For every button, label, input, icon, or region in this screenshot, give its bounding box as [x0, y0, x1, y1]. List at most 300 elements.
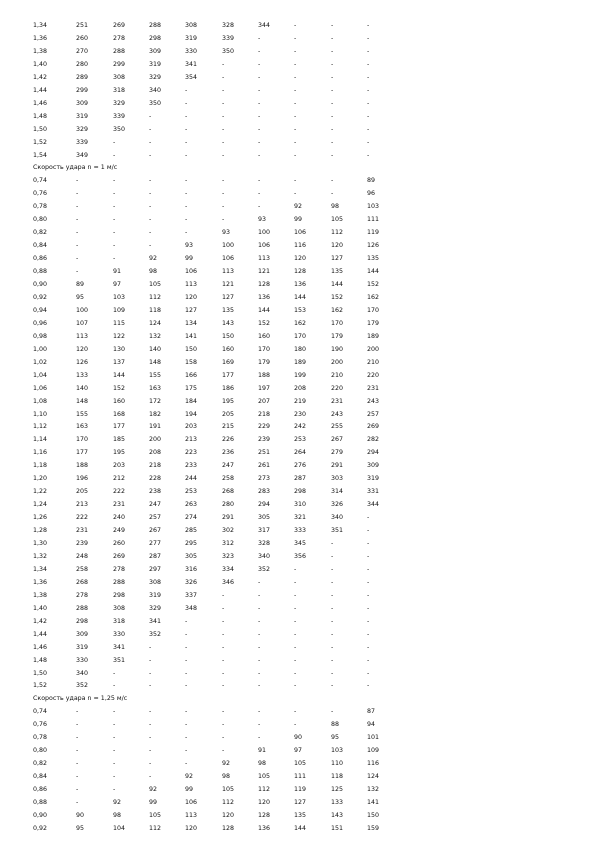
value-cell: 228: [149, 475, 162, 483]
value-cell: -: [258, 682, 261, 690]
table-row: [0, 706, 595, 718]
value-cell: 260: [113, 540, 126, 547]
value-cell: -: [331, 604, 334, 612]
value-cell: 298: [294, 488, 307, 496]
value-cell: 238: [149, 488, 162, 496]
value-cell: 330: [185, 47, 198, 55]
value-cell: -: [222, 216, 225, 224]
value-cell: -: [149, 216, 152, 224]
table-row: [0, 784, 595, 796]
value-cell: 340: [149, 86, 162, 94]
table-row: [0, 279, 595, 291]
value-cell: -: [258, 708, 261, 716]
value-cell: 280: [76, 60, 89, 68]
value-cell: 132: [367, 786, 380, 794]
value-cell: -: [149, 125, 152, 133]
value-cell: 287: [149, 552, 162, 560]
value-cell: -: [258, 60, 261, 68]
value-cell: 317: [258, 527, 271, 535]
value-cell: -: [185, 617, 188, 625]
value-cell: 135: [222, 306, 235, 314]
value-cell: 351: [113, 656, 126, 664]
value-cell: -: [113, 682, 116, 690]
value-cell: -: [222, 656, 225, 664]
value-cell: 269: [367, 423, 380, 431]
value-cell: -: [113, 734, 116, 742]
value-cell: -: [258, 86, 261, 94]
value-cell: 319: [149, 60, 162, 68]
value-cell: 99: [185, 786, 194, 794]
value-cell: 190: [331, 345, 344, 353]
value-cell: 298: [149, 34, 162, 42]
value-cell: 91: [113, 268, 122, 276]
value-cell: -: [294, 578, 297, 586]
row-label-cell: 1,48: [33, 112, 48, 120]
value-cell: 148: [76, 397, 89, 405]
row-label-cell: 1,06: [33, 384, 48, 392]
table-row: [0, 745, 595, 757]
value-cell: 106: [185, 799, 198, 806]
table-row: [0, 46, 595, 58]
value-cell: 152: [113, 384, 126, 392]
value-cell: -: [331, 565, 334, 573]
row-label-cell: 0,78: [33, 734, 48, 742]
value-cell: -: [222, 151, 225, 159]
value-cell: -: [76, 242, 79, 250]
value-cell: 326: [331, 501, 344, 509]
value-cell: -: [367, 60, 370, 68]
value-cell: 194: [185, 410, 198, 418]
value-cell: -: [185, 151, 188, 159]
value-cell: 312: [222, 540, 235, 547]
value-cell: 160: [113, 397, 126, 405]
value-cell: 144: [331, 281, 344, 288]
value-cell: 258: [222, 475, 235, 483]
value-cell: -: [222, 591, 225, 599]
value-cell: 133: [331, 799, 344, 806]
value-cell: 113: [258, 255, 271, 263]
value-cell: 222: [76, 514, 89, 522]
value-cell: 318: [113, 617, 126, 625]
value-cell: 314: [331, 488, 344, 496]
value-cell: 229: [258, 423, 271, 431]
value-cell: -: [113, 216, 116, 224]
value-cell: -: [149, 669, 152, 677]
value-cell: 134: [185, 319, 198, 327]
value-cell: 90: [76, 811, 85, 819]
value-cell: 248: [76, 552, 89, 560]
value-cell: 222: [113, 488, 126, 496]
value-cell: 278: [113, 34, 126, 42]
value-cell: 297: [149, 565, 162, 573]
value-cell: -: [294, 99, 297, 107]
value-cell: -: [294, 656, 297, 664]
value-cell: -: [294, 138, 297, 146]
value-cell: -: [294, 47, 297, 55]
value-cell: 158: [185, 358, 198, 366]
value-cell: 329: [76, 125, 89, 133]
table-row: [0, 137, 595, 149]
value-cell: 99: [149, 799, 158, 806]
row-label-cell: 1,32: [33, 552, 48, 560]
value-cell: 186: [222, 384, 235, 392]
table-row: [0, 732, 595, 744]
value-cell: 112: [258, 786, 271, 794]
value-cell: 354: [185, 73, 198, 81]
value-cell: 308: [185, 22, 198, 29]
value-cell: 212: [113, 475, 126, 483]
value-cell: 200: [367, 345, 380, 353]
value-cell: 136: [294, 281, 307, 288]
value-cell: 257: [367, 410, 380, 418]
value-cell: 299: [113, 60, 126, 68]
value-cell: -: [367, 591, 370, 599]
value-cell: -: [185, 229, 188, 237]
value-cell: -: [113, 669, 116, 677]
value-cell: 251: [76, 22, 89, 29]
value-cell: -: [331, 190, 334, 198]
value-cell: 135: [294, 811, 307, 819]
value-cell: -: [258, 190, 261, 198]
value-cell: 331: [367, 488, 380, 496]
value-cell: 305: [258, 514, 271, 522]
value-cell: 105: [331, 216, 344, 224]
row-label-cell: 0,92: [33, 824, 48, 832]
value-cell: 118: [331, 773, 344, 781]
value-cell: 283: [258, 488, 271, 496]
value-cell: 351: [331, 527, 344, 535]
table-row: [0, 668, 595, 680]
row-label-cell: 0,82: [33, 229, 48, 237]
value-cell: 329: [113, 99, 126, 107]
value-cell: 136: [258, 824, 271, 832]
table-row: [0, 823, 595, 835]
value-cell: -: [222, 682, 225, 690]
value-cell: 127: [294, 799, 307, 806]
value-cell: 356: [294, 552, 307, 560]
value-cell: 285: [185, 527, 198, 535]
value-cell: 309: [76, 99, 89, 107]
value-cell: 188: [76, 462, 89, 470]
value-cell: -: [258, 47, 261, 55]
value-cell: 303: [331, 475, 344, 483]
value-cell: -: [149, 643, 152, 651]
value-cell: 220: [331, 384, 344, 392]
table-row: [0, 512, 595, 524]
value-cell: 92: [149, 786, 158, 794]
value-cell: 180: [294, 345, 307, 353]
value-cell: 120: [222, 811, 235, 819]
value-cell: 276: [294, 462, 307, 470]
value-cell: -: [76, 799, 79, 806]
value-cell: 182: [149, 410, 162, 418]
row-label-cell: 1,54: [33, 151, 48, 159]
value-cell: 329: [149, 604, 162, 612]
value-cell: 218: [258, 410, 271, 418]
value-cell: 168: [113, 410, 126, 418]
value-cell: 291: [331, 462, 344, 470]
value-cell: -: [185, 747, 188, 755]
section-heading: Скорость удара n = 1 м/с: [33, 164, 118, 172]
value-cell: -: [258, 656, 261, 664]
table-row: [0, 318, 595, 330]
value-cell: -: [149, 721, 152, 729]
value-cell: -: [149, 151, 152, 159]
value-cell: 179: [331, 332, 344, 340]
value-cell: 112: [331, 229, 344, 237]
row-label-cell: 1,12: [33, 423, 48, 431]
row-label-cell: 0,82: [33, 760, 48, 768]
value-cell: 170: [331, 319, 344, 327]
value-cell: -: [222, 112, 225, 120]
value-cell: 152: [367, 281, 380, 288]
value-cell: -: [76, 203, 79, 211]
value-cell: 179: [258, 358, 271, 366]
value-cell: 141: [185, 332, 198, 340]
value-cell: 339: [222, 34, 235, 42]
value-cell: 125: [331, 786, 344, 794]
value-cell: 184: [185, 397, 198, 405]
row-label-cell: 0,76: [33, 190, 48, 198]
value-cell: 90: [294, 734, 303, 742]
value-cell: -: [294, 669, 297, 677]
row-label-cell: 0,80: [33, 747, 48, 755]
value-cell: 213: [185, 436, 198, 444]
value-cell: 95: [76, 824, 85, 832]
value-cell: 333: [294, 527, 307, 535]
value-cell: 177: [76, 449, 89, 457]
row-label-cell: 1,26: [33, 514, 48, 522]
value-cell: 210: [367, 358, 380, 366]
row-label-cell: 1,52: [33, 682, 48, 690]
table-row: [0, 460, 595, 472]
value-cell: 215: [222, 423, 235, 431]
row-label-cell: 1,34: [33, 22, 48, 29]
value-cell: 148: [149, 358, 162, 366]
value-cell: -: [149, 138, 152, 146]
table-row: [0, 331, 595, 343]
value-cell: 253: [294, 436, 307, 444]
value-cell: 341: [149, 617, 162, 625]
value-cell: -: [367, 552, 370, 560]
value-cell: -: [113, 151, 116, 159]
value-cell: 92: [294, 203, 303, 211]
value-cell: -: [258, 125, 261, 133]
value-cell: 345: [294, 540, 307, 547]
value-cell: 344: [367, 501, 380, 509]
value-cell: 308: [149, 578, 162, 586]
value-cell: -: [222, 721, 225, 729]
value-cell: 170: [76, 436, 89, 444]
value-cell: 120: [185, 293, 198, 301]
value-cell: 120: [331, 242, 344, 250]
value-cell: -: [76, 773, 79, 781]
value-cell: -: [149, 708, 152, 716]
value-cell: -: [76, 268, 79, 276]
value-cell: 244: [185, 475, 198, 483]
value-cell: -: [185, 630, 188, 638]
value-cell: -: [76, 747, 79, 755]
value-cell: 128: [222, 824, 235, 832]
value-cell: -: [331, 47, 334, 55]
value-cell: 126: [367, 242, 380, 250]
value-cell: 120: [258, 799, 271, 806]
value-cell: -: [331, 578, 334, 586]
value-cell: 144: [113, 371, 126, 379]
value-cell: 152: [331, 293, 344, 301]
value-cell: -: [294, 177, 297, 185]
value-cell: -: [258, 73, 261, 81]
row-label-cell: 1,48: [33, 656, 48, 664]
value-cell: 305: [185, 552, 198, 560]
value-cell: -: [185, 682, 188, 690]
value-cell: 308: [113, 73, 126, 81]
value-cell: -: [222, 669, 225, 677]
value-cell: 150: [222, 332, 235, 340]
value-cell: 127: [331, 255, 344, 263]
value-cell: 116: [367, 760, 380, 768]
value-cell: 352: [149, 630, 162, 638]
value-cell: 112: [149, 824, 162, 832]
value-cell: -: [367, 112, 370, 120]
value-cell: -: [367, 540, 370, 547]
row-label-cell: 1,44: [33, 630, 48, 638]
value-cell: 155: [149, 371, 162, 379]
value-cell: -: [185, 216, 188, 224]
value-cell: 195: [113, 449, 126, 457]
table-row: [0, 577, 595, 589]
value-cell: 278: [76, 591, 89, 599]
value-cell: 162: [331, 306, 344, 314]
value-cell: 128: [258, 281, 271, 288]
value-cell: -: [331, 177, 334, 185]
value-cell: 92: [185, 773, 194, 781]
value-cell: 141: [367, 799, 380, 806]
value-cell: -: [294, 617, 297, 625]
value-cell: -: [149, 177, 152, 185]
table-row: [0, 253, 595, 265]
table-row: [0, 486, 595, 498]
value-cell: 109: [367, 747, 380, 755]
value-cell: 170: [367, 306, 380, 314]
value-cell: 240: [113, 514, 126, 522]
value-cell: -: [185, 656, 188, 664]
value-cell: 128: [294, 268, 307, 276]
row-label-cell: 1,20: [33, 475, 48, 483]
value-cell: 328: [222, 22, 235, 29]
table-row: [0, 124, 595, 136]
value-cell: -: [222, 747, 225, 755]
value-cell: 302: [222, 527, 235, 535]
value-cell: 122: [113, 332, 126, 340]
value-cell: 269: [113, 22, 126, 29]
table-row: [0, 719, 595, 731]
table-row: [0, 227, 595, 239]
value-cell: -: [113, 721, 116, 729]
value-cell: 121: [222, 281, 235, 288]
value-cell: 340: [76, 669, 89, 677]
table-row: [0, 344, 595, 356]
value-cell: 177: [113, 423, 126, 431]
value-cell: 326: [185, 578, 198, 586]
value-cell: 127: [185, 306, 198, 314]
value-cell: -: [185, 643, 188, 651]
value-cell: 242: [294, 423, 307, 431]
value-cell: -: [113, 190, 116, 198]
value-cell: -: [294, 721, 297, 729]
value-cell: -: [331, 617, 334, 625]
value-cell: -: [185, 177, 188, 185]
value-cell: 231: [76, 527, 89, 535]
row-label-cell: 0,90: [33, 281, 48, 288]
value-cell: -: [258, 617, 261, 625]
value-cell: 350: [222, 47, 235, 55]
value-cell: -: [294, 591, 297, 599]
value-cell: -: [331, 60, 334, 68]
value-cell: 231: [331, 397, 344, 405]
value-cell: 267: [149, 527, 162, 535]
value-cell: 106: [258, 242, 271, 250]
value-cell: -: [185, 138, 188, 146]
value-cell: -: [222, 617, 225, 625]
value-cell: -: [367, 565, 370, 573]
value-cell: 231: [367, 384, 380, 392]
row-label-cell: 0,86: [33, 255, 48, 263]
value-cell: 270: [76, 47, 89, 55]
table-row: [0, 473, 595, 485]
value-cell: 128: [258, 811, 271, 819]
value-cell: 205: [222, 410, 235, 418]
value-cell: -: [185, 112, 188, 120]
value-cell: -: [76, 216, 79, 224]
value-cell: -: [367, 630, 370, 638]
value-cell: -: [113, 203, 116, 211]
value-cell: 274: [185, 514, 198, 522]
value-cell: -: [258, 734, 261, 742]
value-cell: 233: [185, 462, 198, 470]
value-cell: 189: [294, 358, 307, 366]
value-cell: 126: [76, 358, 89, 366]
row-label-cell: 1,38: [33, 47, 48, 55]
value-cell: -: [258, 112, 261, 120]
value-cell: -: [367, 604, 370, 612]
table-row: [0, 771, 595, 783]
value-cell: -: [76, 786, 79, 794]
value-cell: 278: [113, 565, 126, 573]
value-cell: -: [76, 708, 79, 716]
value-cell: 98: [149, 268, 158, 276]
value-cell: 219: [294, 397, 307, 405]
row-label-cell: 1,30: [33, 540, 48, 547]
value-cell: -: [294, 604, 297, 612]
value-cell: -: [149, 773, 152, 781]
value-cell: 236: [222, 449, 235, 457]
value-cell: 144: [367, 268, 380, 276]
table-row: [0, 240, 595, 252]
value-cell: 269: [113, 552, 126, 560]
row-label-cell: 1,34: [33, 565, 48, 573]
value-cell: -: [294, 643, 297, 651]
value-cell: -: [258, 151, 261, 159]
value-cell: -: [222, 99, 225, 107]
value-cell: 137: [113, 358, 126, 366]
value-cell: 132: [149, 332, 162, 340]
value-cell: 188: [258, 371, 271, 379]
section-heading: Скорость удара n = 1,25 м/с: [33, 695, 128, 703]
value-cell: -: [149, 190, 152, 198]
value-cell: -: [149, 747, 152, 755]
value-cell: 205: [76, 488, 89, 496]
